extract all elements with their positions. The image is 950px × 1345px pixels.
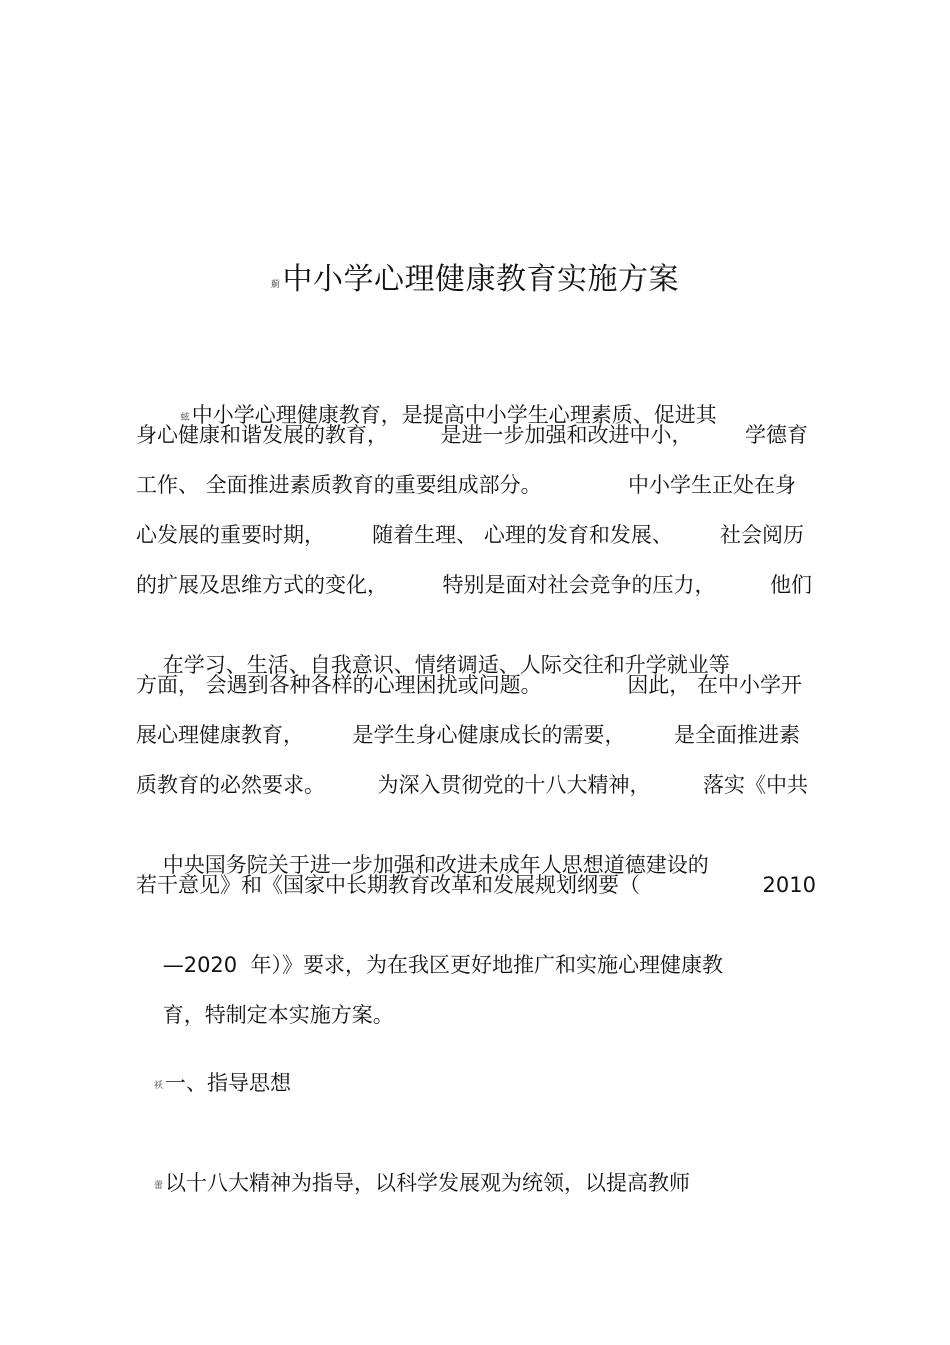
intro-line-5 <box>136 570 812 600</box>
intro-line-4 <box>136 520 804 550</box>
intro-line-8 <box>136 720 800 750</box>
line-segment: 中小学生正处在身 <box>628 473 796 497</box>
line-segment: —2020 年）》要求，为在我区更好地推广和实施心理健康教 <box>162 953 723 977</box>
line-segment: 是进一步加强和改进中小， <box>440 423 693 447</box>
line-segment: 是学生身心健康成长的需要， <box>352 723 626 747</box>
line-segment: 育，特制定本实施方案。 <box>162 1003 394 1027</box>
intro-line-2 <box>136 420 808 450</box>
intro-line-9 <box>136 770 808 800</box>
intro-line-11 <box>136 870 816 900</box>
heading-text: 一、指导思想 <box>165 1071 292 1095</box>
intro-line-13 <box>136 970 816 1060</box>
line-segment: 落实《中共 <box>703 773 808 797</box>
line-segment: 他们 <box>770 573 812 597</box>
line-segment: 的扩展及思维方式的变化， <box>136 573 388 597</box>
heading-mark: 袄 <box>154 1081 164 1091</box>
line-segment: 2010 <box>762 873 816 897</box>
body-text: 以十八大精神为指导，以科学发展观为统领，以提高教师 <box>165 1171 691 1195</box>
section-heading-guiding-ideology <box>154 1068 291 1101</box>
line-segment: 工作、 全面推进素质教育的重要组成部分。 <box>136 473 542 497</box>
line-segment: 社会阅历 <box>720 523 804 547</box>
line-segment: 展心理健康教育， <box>136 723 304 747</box>
line-segment: 中央国务院关于进一步加强和改进未成年人思想道德建设的 <box>162 853 709 877</box>
line-segment: 随着生理、 心理的发育和发展、 <box>372 523 673 547</box>
line-segment: 学德育 <box>745 423 808 447</box>
document-title <box>0 258 950 307</box>
intro-line-3 <box>136 470 796 500</box>
intro-line-7 <box>136 670 802 700</box>
intro-line-text: 中小学心理健康教育，是提高中小学生心理素质、促进其 <box>191 403 717 427</box>
title-text: 中小学心理健康教育实施方案 <box>282 262 679 297</box>
line-segment: 方面， 会遇到各种各样的心理困扰或问题。 <box>136 673 542 697</box>
section-body-line-1 <box>154 1168 690 1201</box>
title-mark: 薊 <box>270 280 281 290</box>
body-mark: 蕾 <box>154 1181 164 1191</box>
line-segment: 特别是面对社会竞争的压力， <box>442 573 716 597</box>
line-segment: 在学习、生活、自我意识、情绪调适、人际交往和升学就业等 <box>162 653 730 677</box>
line-segment: 质教育的必然要求。 <box>136 773 325 797</box>
line-segment: 身心健康和谐发展的教育， <box>136 423 388 447</box>
line-segment: 因此， 在中小学开 <box>627 673 802 697</box>
line-segment: 为深入贯彻党的十八大精神， <box>377 773 651 797</box>
intro-mark: 蚿 <box>180 413 190 423</box>
line-segment: 若干意见》和《国家中长期教育改革和发展规划纲要（ <box>136 873 640 897</box>
line-segment: 是全面推进素 <box>674 723 800 747</box>
line-segment: 心发展的重要时期， <box>136 523 325 547</box>
